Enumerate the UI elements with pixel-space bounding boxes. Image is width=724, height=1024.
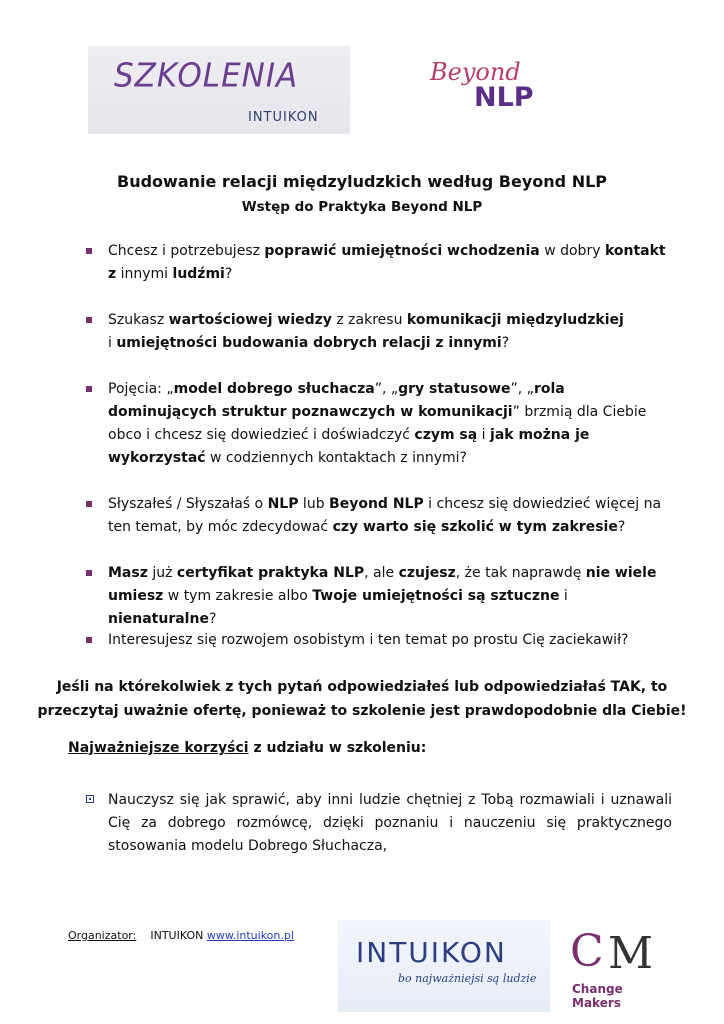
callout-line: Jeśli na którekolwiek z tych pytań odpowiedziałeś lub odpowiedziałaś TAK, to — [56, 679, 668, 695]
bold-run: poprawić umiejętności wchodzenia — [264, 243, 540, 259]
bold-run: Masz — [108, 565, 148, 581]
organizer-link[interactable]: www.intuikon.pl — [206, 929, 294, 942]
text-run: z zakresu — [331, 312, 407, 328]
list-item-text — [108, 309, 668, 355]
benefits-heading-underlined: Najważniejsze korzyści — [68, 740, 249, 756]
bold-run: czym są — [414, 427, 478, 443]
change-makers-logo-c: C — [570, 926, 604, 977]
text-run: ”, „ — [510, 381, 534, 397]
beyond-nlp-logo — [422, 58, 542, 118]
text-run: Słyszałeś / Słyszałaś o — [108, 496, 268, 512]
organizer-label: Organizator: — [68, 929, 137, 942]
szkolenia-logo-text: SZKOLENIA — [114, 57, 299, 95]
beyond-logo-text: Beyond — [430, 58, 521, 86]
text-run: , ale — [364, 565, 399, 581]
change-makers-logo — [570, 928, 670, 1012]
text-run: ? — [208, 611, 217, 627]
bold-run: nie wiele umiesz — [108, 565, 657, 604]
text-run: Pojęcia: „ — [108, 381, 174, 397]
text-run: w dobry — [539, 243, 605, 259]
bold-run: nienaturalne — [108, 611, 209, 627]
bold-run: certyfikat praktyka NLP — [176, 565, 365, 581]
szkolenia-logo — [88, 46, 350, 134]
text-run: i chcesz się dowiedzieć więcej na ten temat, by móc zdecydować — [108, 496, 662, 535]
text-run: lub — [298, 496, 330, 512]
change-makers-logo-line2: Makers — [572, 996, 621, 1010]
bold-run: model dobrego słuchacza — [173, 381, 375, 397]
bold-run: jak można je wykorzystać — [108, 427, 590, 466]
list-item-text — [108, 240, 668, 286]
text-run: ? — [617, 519, 626, 535]
square-bullet-icon — [86, 637, 92, 643]
bold-run: komunikacji międzyludzkiej — [406, 312, 624, 328]
intuikon-logo-text: INTUIKON — [356, 936, 507, 969]
list-item-text — [108, 562, 668, 631]
bold-run: rola dominujących struktur poznawczych w komunikacji — [108, 381, 565, 420]
bold-run: ludźmi — [172, 266, 225, 282]
list-item-text — [108, 629, 668, 652]
change-makers-logo-line1: Change — [572, 982, 623, 996]
change-makers-logo-m: M — [608, 928, 654, 979]
list-item-text — [108, 378, 668, 470]
hollow-square-bullet-icon — [86, 795, 94, 803]
text-run: ? — [224, 266, 233, 282]
bold-run: Beyond NLP — [329, 496, 424, 512]
page-title: Budowanie relacji międzyludzkich według Beyond NLP — [117, 172, 607, 191]
text-run: i — [559, 588, 568, 604]
text-run: Chcesz i potrzebujesz — [108, 243, 265, 259]
bold-run: kontakt — [604, 243, 666, 259]
bold-run: NLP — [267, 496, 299, 512]
text-run: w codziennych kontaktach z innymi? — [205, 450, 467, 466]
text-run: ? — [501, 335, 510, 351]
text-run: i — [477, 427, 491, 443]
footer-organizer — [68, 929, 294, 942]
text-run: już — [147, 565, 177, 581]
text-run: ” brzmią dla Ciebie obco i chcesz się dowiedzieć i doświadczyć — [108, 404, 647, 443]
benefits-heading — [68, 740, 426, 756]
square-bullet-icon — [86, 248, 92, 254]
benefit-item-text: Nauczysz się jak sprawić, aby inni ludzie chętniej z Tobą rozmawiali i uznawali Cię za dobrego rozmówcę, dzięki poznaniu i nauczeniu się praktycznego stosowania modelu Dobrego Słuchacza, — [108, 792, 672, 854]
square-bullet-icon — [86, 501, 92, 507]
square-bullet-icon — [86, 317, 92, 323]
text-run: Szukasz — [108, 312, 169, 328]
text-run: i — [108, 335, 117, 351]
square-bullet-icon — [86, 570, 92, 576]
bold-run: wartościowej wiedzy — [168, 312, 332, 328]
text-run: w tym zakresie albo — [163, 588, 313, 604]
square-bullet-icon — [86, 386, 92, 392]
intuikon-logo — [338, 920, 550, 1012]
callout — [0, 675, 724, 723]
benefits-heading-rest: z udziału w szkoleniu: — [248, 740, 427, 756]
bold-run: czujesz — [398, 565, 456, 581]
intuikon-logo-tagline: bo najważniejsi są ludzie — [398, 972, 537, 985]
nlp-logo-text: NLP — [474, 82, 534, 113]
bold-run: z — [108, 266, 117, 282]
bold-run: czy warto się szkolić w tym zakresie — [332, 519, 618, 535]
bold-run: umiejętności budowania dobrych relacji z innymi — [116, 335, 502, 351]
list-item-text — [108, 493, 668, 539]
text-run: innymi — [116, 266, 173, 282]
callout-line: przeczytaj uważnie ofertę, ponieważ to szkolenie jest prawdopodobnie dla Ciebie! — [37, 703, 687, 719]
text-run: ”, „ — [374, 381, 399, 397]
bold-run: gry statusowe — [398, 381, 511, 397]
bold-run: Twoje umiejętności są sztuczne — [312, 588, 560, 604]
text-run: , że tak naprawdę — [455, 565, 586, 581]
text-run: Interesujesz się rozwojem osobistym i ten temat po prostu Cię zaciekawił? — [108, 632, 629, 648]
organizer-name: INTUIKON — [150, 929, 204, 942]
page-subtitle: Wstęp do Praktyka Beyond NLP — [241, 199, 483, 215]
szkolenia-logo-sub: INTUIKON — [248, 110, 319, 125]
